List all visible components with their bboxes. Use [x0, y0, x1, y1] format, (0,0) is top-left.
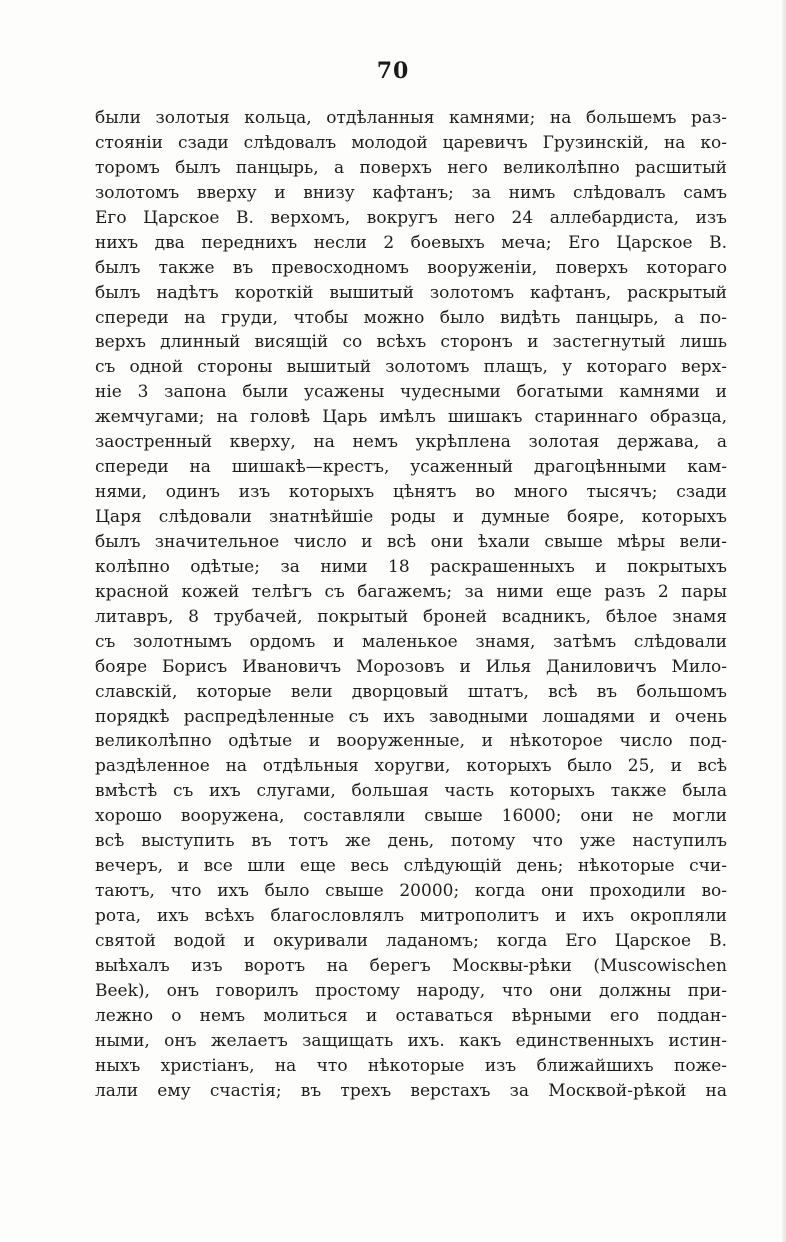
text-line: вечеръ, и все шли еще весь слѣдующій день; нѣкоторые счи- [95, 856, 727, 877]
body-text [95, 106, 727, 1104]
text-line: съ одной стороны вышитый золотомъ плащъ, у котораго верх- [95, 357, 727, 378]
text-line: ніе 3 запона были усажены чудесными богатыми камнями и [95, 382, 727, 403]
text-line: былъ также въ превосходномъ вооруженіи, поверхъ котораго [95, 257, 727, 278]
text-line: порядкѣ распредѣленные съ ихъ заводными лошадями и очень [95, 706, 727, 727]
text-line: ными, онъ желаетъ защищать ихъ. какъ единственныхъ истин- [95, 1030, 727, 1051]
text-line: нихъ два переднихъ несли 2 боевыхъ меча; Его Царское В. [95, 232, 727, 253]
text-line: заостренный кверху, на немъ укрѣплена золотая держава, а [95, 432, 727, 453]
text-line: славскій, которые вели дворцовый штатъ, всѣ въ большомъ [95, 681, 727, 702]
text-line: таютъ, что ихъ было свыше 20000; когда они проходили во- [95, 881, 727, 902]
text-line: великолѣпно одѣтые и вооруженные, и нѣкоторое число под- [95, 731, 727, 752]
text-line: съ золотнымъ ордомъ и маленькое знамя, затѣмъ слѣдовали [95, 631, 727, 652]
text-line: спереди на груди, чтобы можно было видѣть панцырь, а по- [95, 307, 727, 328]
text-line: жемчугами; на головѣ Царь имѣлъ шишакъ стариннаго образца, [95, 407, 727, 428]
text-line: нями, одинъ изъ которыхъ цѣнятъ во много тысячъ; сзади [95, 482, 727, 503]
text-line: колѣпно одѣтые; за ними 18 раскрашенныхъ и покрытыхъ [95, 556, 727, 577]
text-line: ныхъ христіанъ, на что нѣкоторые изъ ближайшихъ поже- [95, 1055, 727, 1076]
text-line: Его Царское В. верхомъ, вокругъ него 24 аллебардиста, изъ [95, 207, 727, 228]
text-line: хорошо вооружена, составляли свыше 16000; они не могли [95, 806, 727, 827]
text-line: красной кожей телѣгъ съ багажемъ; за ними еще разъ 2 пары [95, 581, 727, 602]
text-line: стояніи сзади слѣдовалъ молодой царевичъ Грузинскій, на ко- [95, 132, 727, 153]
text-line: рота, ихъ всѣхъ благословлялъ митрополитъ и ихъ окропляли [95, 906, 727, 926]
text-line: торомъ былъ панцырь, а поверхъ него великолѣпно расшитый [95, 157, 727, 178]
text-line: лали ему счастія; въ трехъ верстахъ за Москвой-рѣкой на [95, 1080, 727, 1101]
page-number: 70 [376, 58, 410, 84]
text-line: литавръ, 8 трубачей, покрытый броней всадникъ, бѣлое знамя [95, 606, 727, 627]
text-line: раздѣленное на отдѣльныя хоругви, которыхъ было 25, и всѣ [95, 756, 727, 777]
page-edge [782, 0, 786, 1242]
text-line: вмѣстѣ съ ихъ слугами, большая часть которыхъ также была [95, 781, 727, 802]
text-line: былъ надѣтъ короткій вышитый золотомъ кафтанъ, раскрытый [95, 282, 727, 303]
text-line: Beek), онъ говорилъ простому народу, что они должны при- [95, 980, 727, 1001]
text-line: лежно о немъ молиться и оставаться вѣрными его поддан- [95, 1005, 727, 1026]
text-line: золотомъ вверху и внизу кафтанъ; за нимъ слѣдовалъ самъ [95, 182, 727, 203]
text-line: всѣ выступить въ тотъ же день, потому что уже наступилъ [95, 831, 727, 852]
text-line: выѣхалъ изъ воротъ на берегъ Москвы-рѣки (Muscowischen [95, 955, 727, 976]
text-line: святой водой и окуривали ладаномъ; когда Его Царское В. [95, 930, 727, 951]
text-line: Царя слѣдовали знатнѣйшіе роды и думные бояре, которыхъ [95, 507, 727, 527]
text-line: верхъ длинный висящій со всѣхъ сторонъ и застегнутый лишь [95, 332, 727, 353]
text-line: были золотыя кольца, отдѣланныя камнями; на большемъ раз- [95, 108, 727, 128]
text-line: бояре Борисъ Ивановичъ Морозовъ и Илья Даниловичъ Мило- [95, 656, 727, 677]
text-line: былъ значительное число и всѣ они ѣхали свыше мѣры вели- [95, 531, 727, 552]
text-line: спереди на шишакѣ—крестъ, усаженный драгоцѣнными кам- [95, 457, 727, 478]
